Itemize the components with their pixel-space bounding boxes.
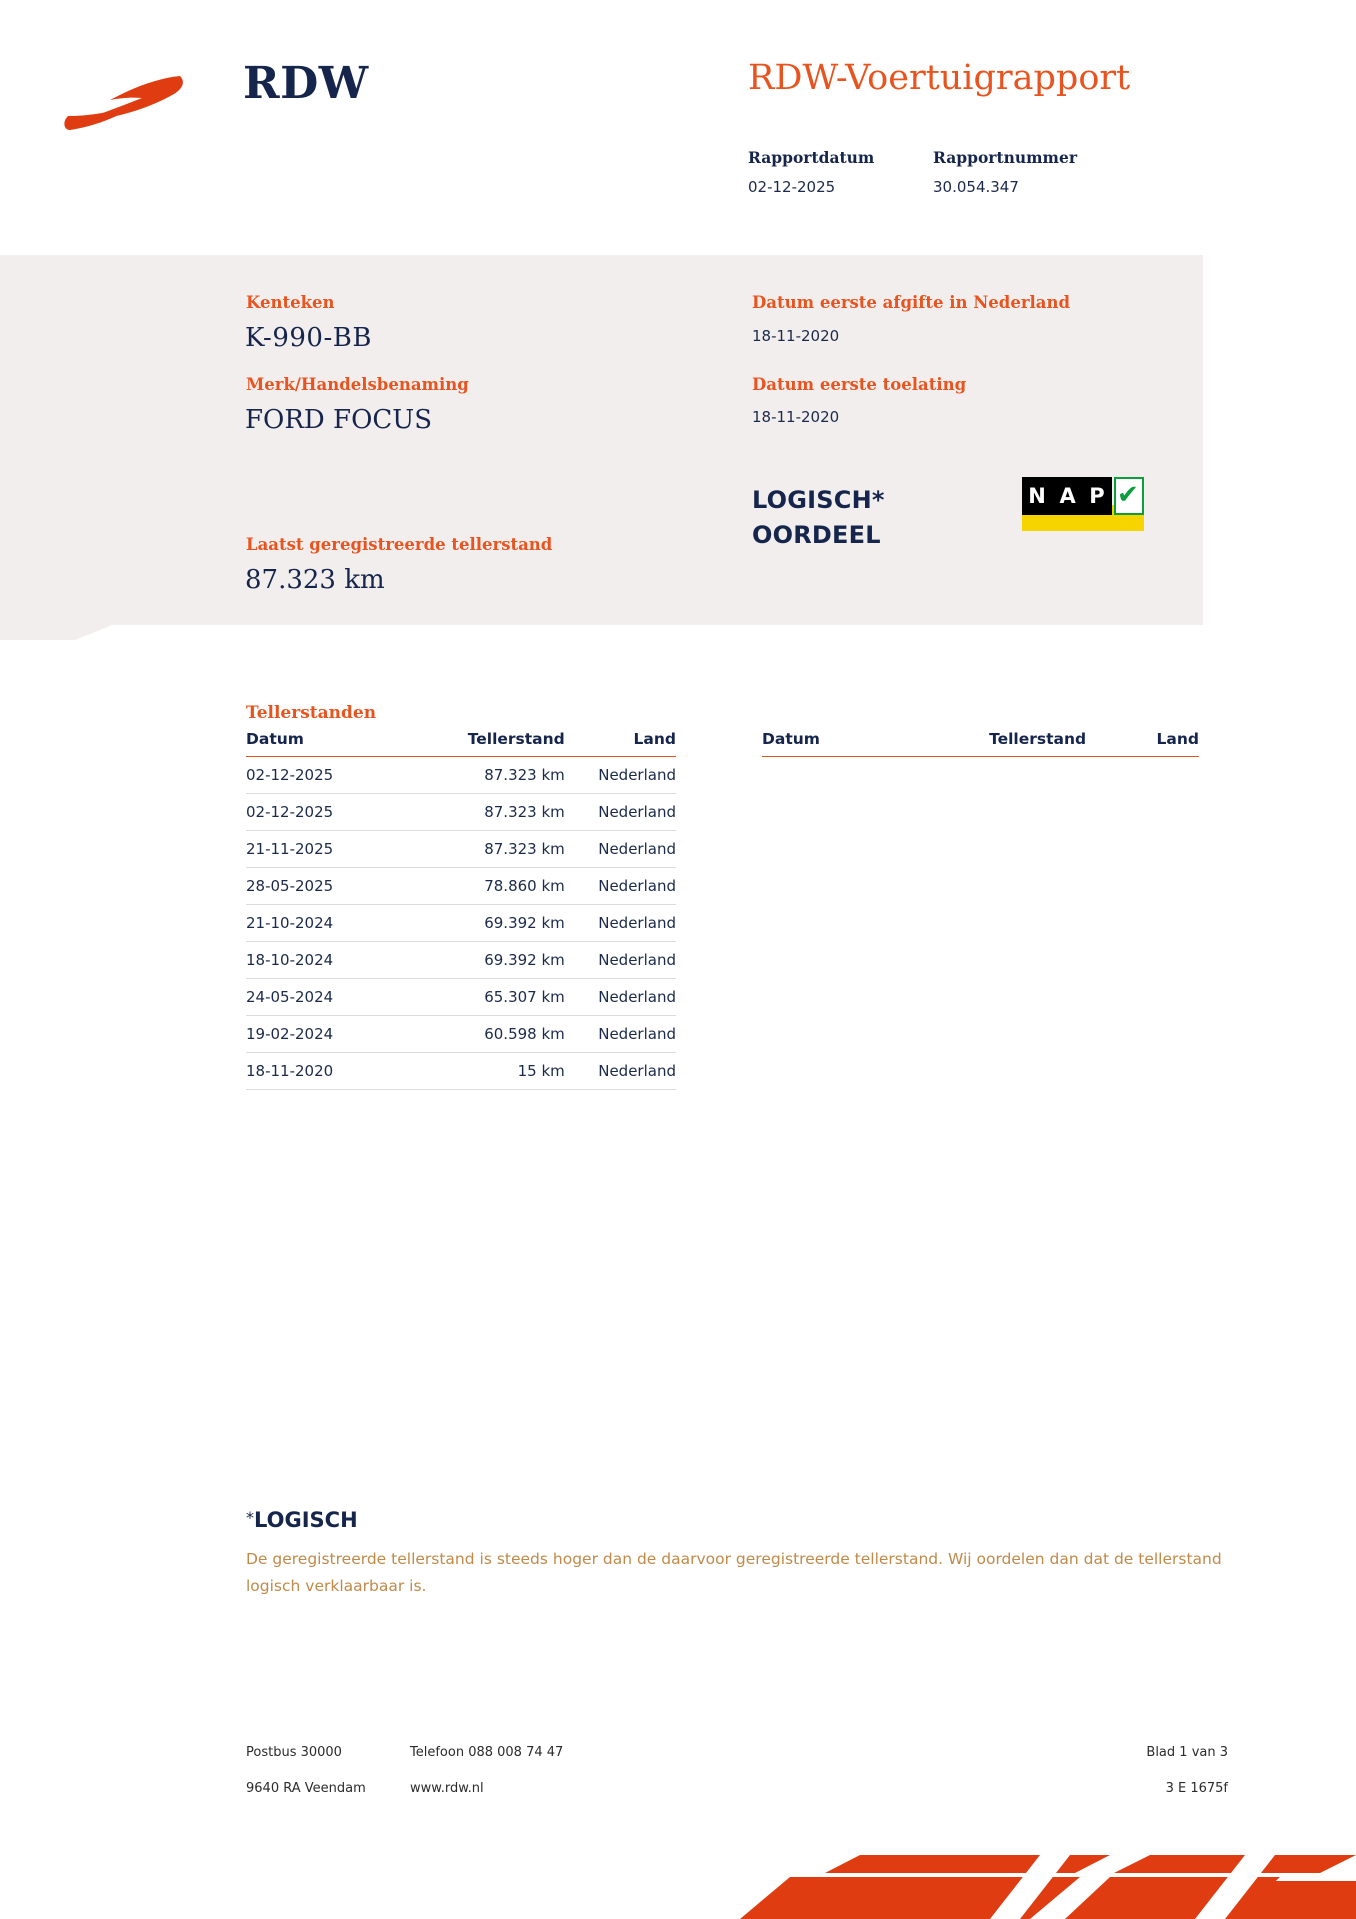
table-header-row (246, 730, 676, 757)
table-row (246, 905, 676, 942)
column-header-tellerstand: Tellerstand (427, 730, 573, 757)
report-date-value: 02-12-2025 (748, 178, 836, 196)
cell-tellerstand: 87.323 km (427, 794, 573, 831)
cell-land: Nederland (573, 757, 676, 794)
cell-datum: 02-12-2025 (246, 757, 427, 794)
rdw-wordmark: RDW (243, 58, 369, 109)
table-row (246, 1053, 676, 1090)
footer-line-1 (0, 1745, 1356, 1781)
footnote-star: * (246, 1508, 254, 1527)
verdict-block (752, 483, 885, 553)
column-header-land: Land (573, 730, 676, 757)
table-row (246, 1016, 676, 1053)
cell-land: Nederland (573, 942, 676, 979)
report-number-block (933, 148, 1077, 196)
footer-postbus: Postbus 30000 (246, 1745, 342, 1760)
cell-land: Nederland (573, 1016, 676, 1053)
cell-tellerstand: 87.323 km (427, 831, 573, 868)
first-admission-date-label: Datum eerste toelating (752, 375, 967, 394)
table-row (246, 794, 676, 831)
footer-stripes-decoration (0, 1847, 1356, 1919)
nap-check-icon: ✔ (1117, 480, 1139, 510)
merk-label: Merk/Handelsbenaming (246, 375, 469, 394)
report-date-block (748, 148, 911, 196)
footer-city: 9640 RA Veendam (246, 1781, 366, 1796)
merk-value: FORD FOCUS (245, 405, 433, 435)
footnote-block (246, 1508, 1226, 1600)
cell-tellerstand: 60.598 km (427, 1016, 573, 1053)
footer-line-2 (0, 1781, 1356, 1817)
footer-form-code: 3 E 1675f (1165, 1781, 1228, 1796)
cell-land: Nederland (573, 831, 676, 868)
cell-land: Nederland (573, 905, 676, 942)
rdw-feather-icon (62, 72, 192, 142)
cell-datum: 24-05-2024 (246, 979, 427, 1016)
footnote-body: De geregistreerde tellerstand is steeds hoger dan de daarvoor geregistreerde tellerstand. Wij oordelen dan dat de tellerstand logisch verklaarbaar is. (246, 1550, 1222, 1596)
cell-datum: 19-02-2024 (246, 1016, 427, 1053)
cell-datum: 28-05-2025 (246, 868, 427, 905)
column-header-datum: Datum (246, 730, 427, 757)
first-admission-date-value: 18-11-2020 (752, 408, 840, 426)
cell-datum: 02-12-2025 (246, 794, 427, 831)
column-header-datum: Datum (762, 730, 946, 757)
cell-datum: 21-10-2024 (246, 905, 427, 942)
cell-tellerstand: 78.860 km (427, 868, 573, 905)
document-header (0, 0, 1356, 255)
table-row (246, 979, 676, 1016)
nap-letter-p: P (1089, 484, 1106, 508)
column-header-land: Land (1094, 730, 1199, 757)
nap-badge-letters (1022, 477, 1112, 515)
verdict-line-2: OORDEEL (752, 520, 881, 549)
cell-tellerstand: 87.323 km (427, 757, 573, 794)
cell-land: Nederland (573, 979, 676, 1016)
footnote-title-text: LOGISCH (254, 1508, 358, 1532)
footer-page-number: Blad 1 van 3 (1146, 1745, 1228, 1760)
table-row (246, 868, 676, 905)
report-meta (748, 148, 1099, 196)
first-issue-date-value: 18-11-2020 (752, 327, 840, 345)
vehicle-summary-content (0, 255, 1203, 625)
report-number-label: Rapportnummer (933, 148, 1077, 167)
report-title: RDW-Voertuigrapport (748, 58, 1131, 98)
report-date-label: Rapportdatum (748, 148, 875, 167)
nap-badge-icon (1022, 477, 1144, 531)
footer-telephone: Telefoon 088 008 74 47 (410, 1745, 564, 1760)
cell-land: Nederland (573, 794, 676, 831)
odometer-table-left (246, 730, 676, 1090)
cell-datum: 18-11-2020 (246, 1053, 427, 1090)
cell-land: Nederland (573, 1053, 676, 1090)
kenteken-value: K-990-BB (245, 323, 372, 353)
last-odometer-label: Laatst geregistreerde tellerstand (246, 535, 553, 554)
nap-letter-a: A (1059, 484, 1077, 508)
kenteken-label: Kenteken (246, 293, 335, 312)
odometer-section-title: Tellerstanden (246, 703, 377, 723)
nap-letter-n: N (1028, 484, 1047, 508)
first-issue-date-label: Datum eerste afgifte in Nederland (752, 293, 1071, 312)
cell-tellerstand: 65.307 km (427, 979, 573, 1016)
odometer-table-right (762, 730, 1199, 757)
cell-datum: 21-11-2025 (246, 831, 427, 868)
cell-land: Nederland (573, 868, 676, 905)
cell-tellerstand: 69.392 km (427, 905, 573, 942)
verdict-line-1: LOGISCH* (752, 486, 885, 514)
column-header-tellerstand: Tellerstand (946, 730, 1095, 757)
footer-website: www.rdw.nl (410, 1781, 484, 1796)
last-odometer-value: 87.323 km (245, 565, 385, 595)
report-number-value: 30.054.347 (933, 178, 1019, 196)
table-row (246, 757, 676, 794)
cell-tellerstand: 69.392 km (427, 942, 573, 979)
table-row (246, 942, 676, 979)
cell-datum: 18-10-2024 (246, 942, 427, 979)
cell-tellerstand: 15 km (427, 1053, 573, 1090)
footnote-title (246, 1508, 1226, 1532)
table-header-row (762, 730, 1199, 757)
table-row (246, 831, 676, 868)
document-footer (0, 1745, 1356, 1817)
